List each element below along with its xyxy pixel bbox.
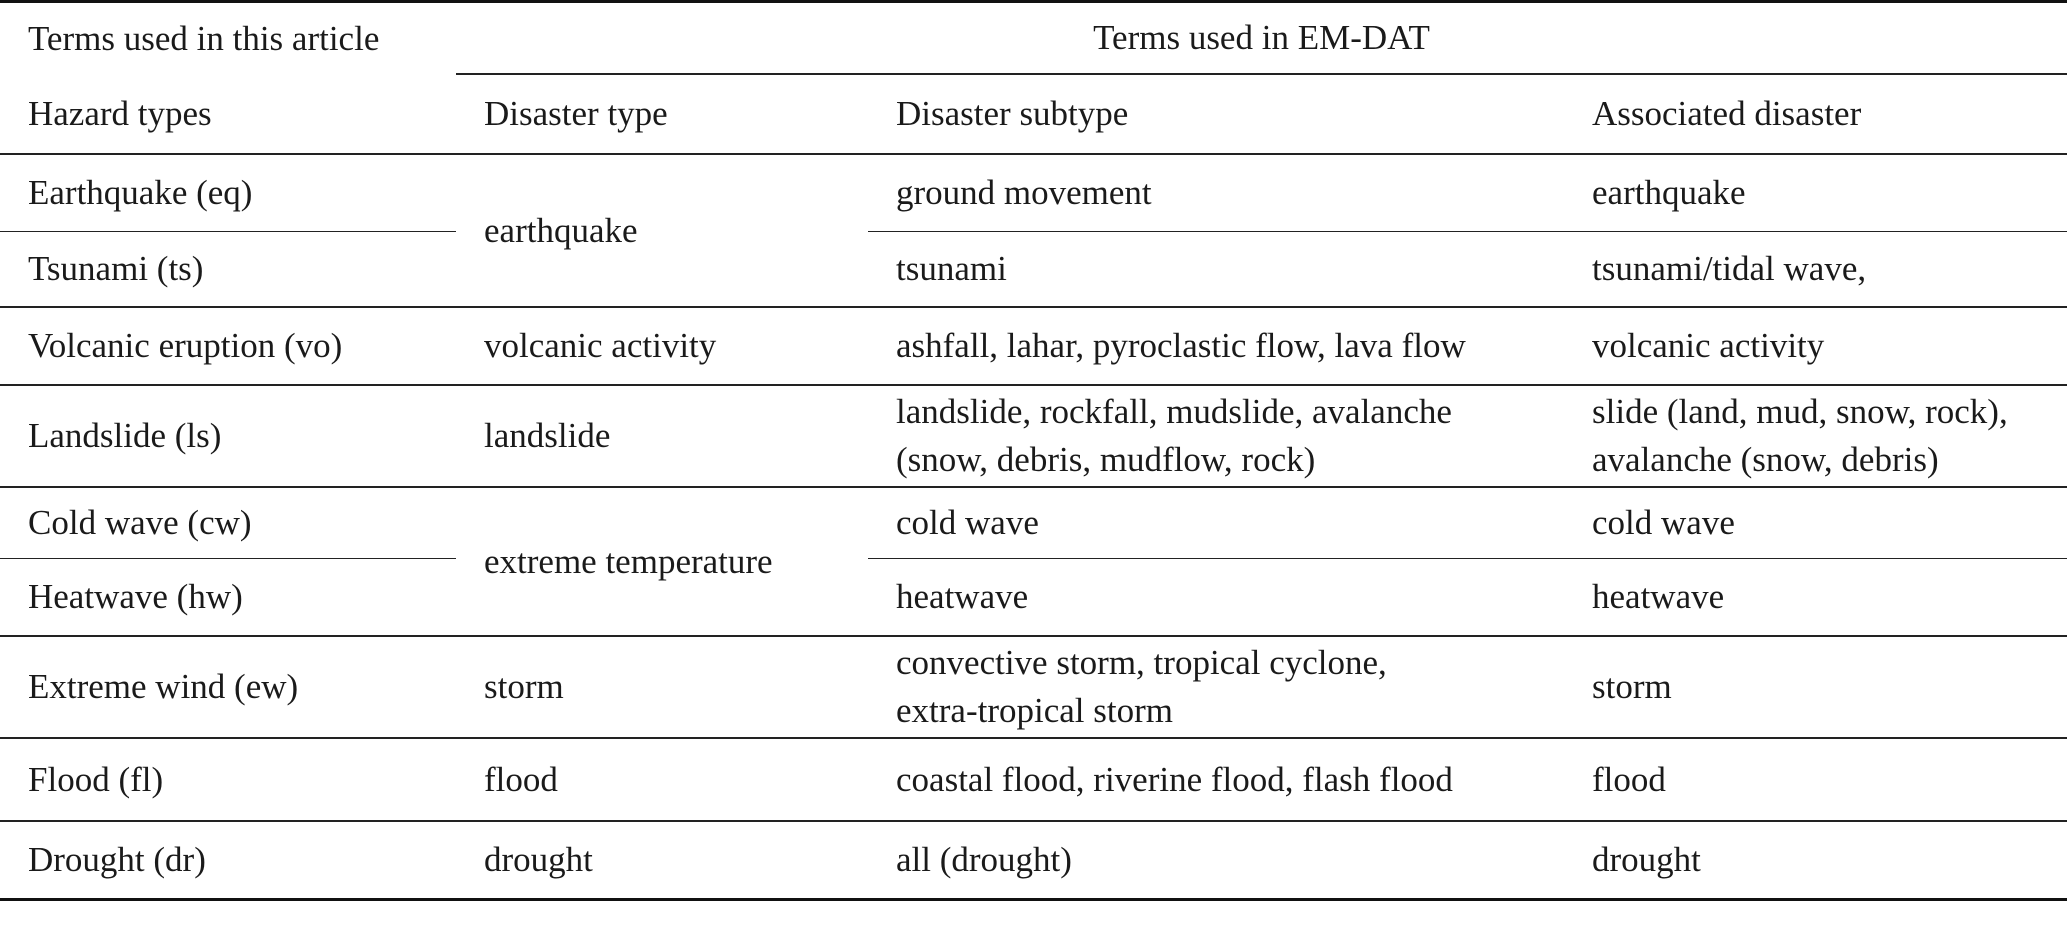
hazard-cell: Landslide (ls) bbox=[0, 385, 456, 487]
header-terms-this-article: Terms used in this article bbox=[0, 2, 456, 75]
table-column-header-row bbox=[0, 74, 2067, 154]
table-row bbox=[0, 232, 2067, 308]
table-group-header-row bbox=[0, 2, 2067, 75]
associated-disaster-cell: tsunami/tidal wave, bbox=[1564, 232, 2067, 308]
table-row bbox=[0, 636, 2067, 738]
associated-disaster-cell bbox=[1564, 385, 2067, 487]
associated-disaster-cell: heatwave bbox=[1564, 559, 2067, 637]
subtype-line: extra-tropical storm bbox=[896, 691, 1173, 730]
disaster-subtype-cell bbox=[868, 385, 1564, 487]
associated-disaster-cell: flood bbox=[1564, 738, 2067, 821]
disaster-type-cell: drought bbox=[456, 821, 868, 900]
disaster-subtype-cell: all (drought) bbox=[868, 821, 1564, 900]
hazard-cell: Volcanic eruption (vo) bbox=[0, 307, 456, 385]
disaster-type-cell: storm bbox=[456, 636, 868, 738]
associated-disaster-cell: cold wave bbox=[1564, 487, 2067, 559]
hazard-cell: Cold wave (cw) bbox=[0, 487, 456, 559]
table-row bbox=[0, 559, 2067, 637]
disaster-type-cell: earthquake bbox=[456, 154, 868, 307]
hazard-cell: Tsunami (ts) bbox=[0, 232, 456, 308]
associated-line: slide (land, mud, snow, rock), bbox=[1592, 392, 2008, 431]
disaster-subtype-cell: heatwave bbox=[868, 559, 1564, 637]
disaster-type-cell: landslide bbox=[456, 385, 868, 487]
associated-disaster-cell: storm bbox=[1564, 636, 2067, 738]
table-row bbox=[0, 487, 2067, 559]
disaster-type-cell: flood bbox=[456, 738, 868, 821]
disaster-subtype-cell: ashfall, lahar, pyroclastic flow, lava flow bbox=[868, 307, 1564, 385]
column-header-disaster-subtype: Disaster subtype bbox=[868, 74, 1564, 154]
column-header-hazard-types: Hazard types bbox=[0, 74, 456, 154]
subtype-line: landslide, rockfall, mudslide, avalanche bbox=[896, 392, 1452, 431]
disaster-type-cell: volcanic activity bbox=[456, 307, 868, 385]
table-row bbox=[0, 385, 2067, 487]
disaster-subtype-cell: ground movement bbox=[868, 154, 1564, 232]
disaster-subtype-cell: tsunami bbox=[868, 232, 1564, 308]
disaster-subtype-cell: cold wave bbox=[868, 487, 1564, 559]
table-row bbox=[0, 154, 2067, 232]
hazard-cell: Earthquake (eq) bbox=[0, 154, 456, 232]
subtype-line: (snow, debris, mudflow, rock) bbox=[896, 440, 1316, 479]
column-header-disaster-type: Disaster type bbox=[456, 74, 868, 154]
disaster-type-cell: extreme temperature bbox=[456, 487, 868, 636]
table-row bbox=[0, 738, 2067, 821]
hazard-cell: Extreme wind (ew) bbox=[0, 636, 456, 738]
disaster-subtype-cell: coastal flood, riverine flood, flash flood bbox=[868, 738, 1564, 821]
associated-line: avalanche (snow, debris) bbox=[1592, 440, 1939, 479]
table-row bbox=[0, 307, 2067, 385]
column-header-associated-disaster: Associated disaster bbox=[1564, 74, 2067, 154]
subtype-line: convective storm, tropical cyclone, bbox=[896, 643, 1387, 682]
header-terms-em-dat: Terms used in EM-DAT bbox=[456, 2, 2067, 75]
hazard-cell: Heatwave (hw) bbox=[0, 559, 456, 637]
table-row bbox=[0, 821, 2067, 900]
disaster-subtype-cell bbox=[868, 636, 1564, 738]
associated-disaster-cell: drought bbox=[1564, 821, 2067, 900]
hazard-cell: Flood (fl) bbox=[0, 738, 456, 821]
associated-disaster-cell: earthquake bbox=[1564, 154, 2067, 232]
associated-disaster-cell: volcanic activity bbox=[1564, 307, 2067, 385]
hazard-cell: Drought (dr) bbox=[0, 821, 456, 900]
